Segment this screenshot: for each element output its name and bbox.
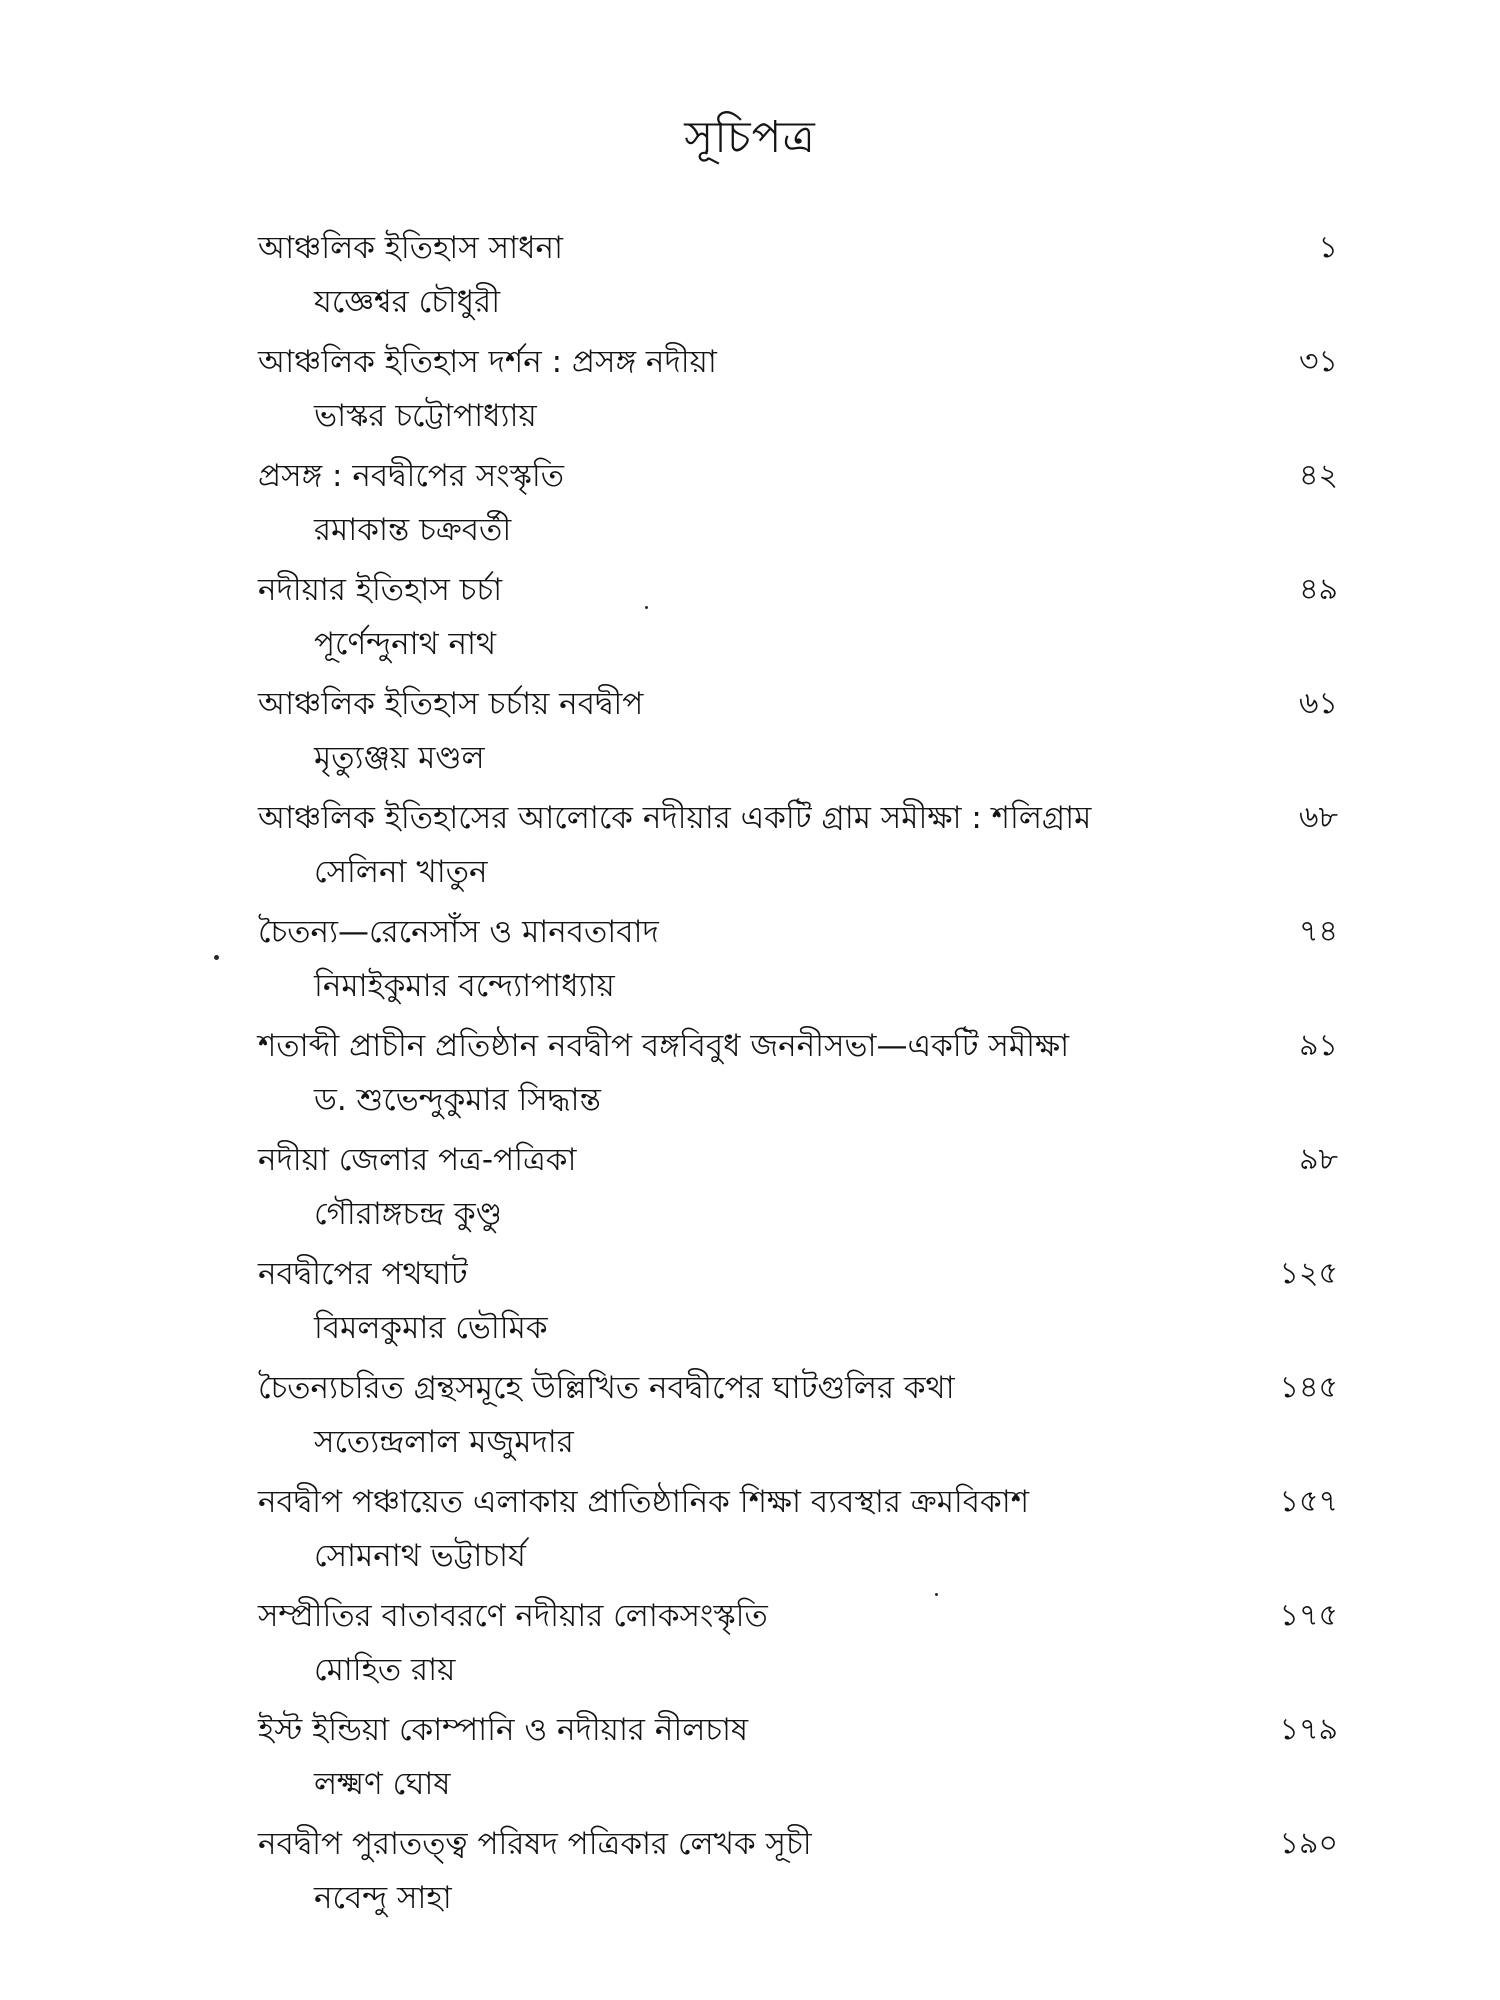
- entry-page-number: ১৭৫: [1279, 1598, 1338, 1633]
- entry-page-number: ৪৯: [1299, 572, 1338, 607]
- entry-page-number: ১৯০: [1279, 1826, 1338, 1861]
- entry-title: নবদ্বীপ পুরাতত্ত্ব পরিষদ পত্রিকার লেখক সূচী: [258, 1826, 812, 1862]
- toc-entry: [258, 1476, 1338, 1590]
- page-title: সূচিপত্র: [684, 112, 816, 163]
- entry-title: নদীয়ার ইতিহাস চর্চা: [258, 572, 503, 608]
- entry-page-number: ৯১: [1299, 1028, 1338, 1063]
- entry-page-number: ১২৫: [1279, 1256, 1338, 1291]
- entry-title: নদীয়া জেলার পত্র-পত্রিকা: [258, 1142, 577, 1178]
- entry-title: আঞ্চলিক ইতিহাস সাধনা: [258, 230, 563, 266]
- toc-entry: [258, 1248, 1338, 1362]
- entry-title: প্রসঙ্গ : নবদ্বীপের সংস্কৃতি: [258, 458, 565, 494]
- entry-author: লক্ষ্মণ ঘোষ: [314, 1766, 451, 1802]
- entry-author: ড. শুভেন্দুকুমার সিদ্ধান্ত: [314, 1082, 601, 1118]
- entry-author: ভাস্কর চট্টোপাধ্যায়: [314, 398, 537, 434]
- entry-page-number: ৭৪: [1299, 914, 1338, 949]
- entry-title: নবদ্বীপ পঞ্চায়েত এলাকায় প্রাতিষ্ঠানিক শিক্ষা ব্যবস্থার ক্রমবিকাশ: [258, 1484, 1030, 1520]
- entry-author: মোহিত রায়: [314, 1652, 456, 1688]
- entry-author: মৃত্যুঞ্জয় মণ্ডল: [314, 740, 485, 776]
- entry-page-number: ১৭৯: [1279, 1712, 1338, 1747]
- toc-entry: [258, 906, 1338, 1020]
- toc-entry: [258, 1134, 1338, 1248]
- entry-page-number: ৬৮: [1299, 800, 1338, 835]
- entry-page-number: ৪২: [1299, 458, 1338, 493]
- entry-title: সম্প্রীতির বাতাবরণে নদীয়ার লোকসংস্কৃতি: [258, 1598, 768, 1634]
- entry-title: আঞ্চলিক ইতিহাসের আলোকে নদীয়ার একটি গ্রাম সমীক্ষা : শলিগ্রাম: [258, 800, 1092, 836]
- scan-speck: [645, 606, 648, 609]
- entry-title: চৈতন্য—রেনেসাঁস ও মানবতাবাদ: [258, 914, 659, 950]
- entry-page-number: ১৫৭: [1279, 1484, 1338, 1519]
- entry-title: চৈতন্যচরিত গ্রন্থসমূহে উল্লিখিত নবদ্বীপের ঘাটগুলির কথা: [258, 1370, 955, 1406]
- entry-author: সেলিনা খাতুন: [314, 854, 488, 890]
- entry-page-number: ১৪৫: [1279, 1370, 1338, 1405]
- toc-entry: [258, 1590, 1338, 1704]
- scan-speck: [935, 1593, 938, 1596]
- entry-author: বিমলকুমার ভৌমিক: [314, 1310, 548, 1346]
- entry-title: আঞ্চলিক ইতিহাস দর্শন : প্রসঙ্গ নদীয়া: [258, 344, 717, 380]
- entry-title: আঞ্চলিক ইতিহাস চর্চায় নবদ্বীপ: [258, 686, 644, 722]
- entry-page-number: ৬১: [1299, 686, 1338, 721]
- entry-author: পূর্ণেন্দুনাথ নাথ: [314, 626, 497, 662]
- toc-entry: [258, 678, 1338, 792]
- entry-author: সোমনাথ ভট্টাচার্য: [314, 1538, 526, 1574]
- entry-author: রমাকান্ত চক্রবর্তী: [314, 512, 512, 548]
- entry-page-number: ৩১: [1299, 344, 1338, 379]
- toc-entry: [258, 450, 1338, 564]
- toc-entry: [258, 222, 1338, 336]
- entry-author: নিমাইকুমার বন্দ্যোপাধ্যায়: [314, 968, 615, 1004]
- entry-title: শতাব্দী প্রাচীন প্রতিষ্ঠান নবদ্বীপ বঙ্গবিবুধ জননীসভা—একটি সমীক্ষা: [258, 1028, 1070, 1064]
- toc-entry: [258, 1818, 1338, 1932]
- entry-author: সত্যেন্দ্রলাল মজুমদার: [314, 1424, 574, 1460]
- entry-author: গৌরাঙ্গচন্দ্র কুণ্ডু: [314, 1196, 502, 1232]
- entry-title: নবদ্বীপের পথঘাট: [258, 1256, 468, 1292]
- toc-entry: [258, 1020, 1338, 1134]
- toc-entry: [258, 564, 1338, 678]
- entry-title: ইস্ট ইন্ডিয়া কোম্পানি ও নদীয়ার নীলচাষ: [258, 1712, 749, 1748]
- entry-author: নবেন্দু সাহা: [314, 1880, 452, 1916]
- scan-speck: [214, 955, 219, 960]
- entry-page-number: ৯৮: [1299, 1142, 1338, 1177]
- toc-entry: [258, 336, 1338, 450]
- toc-entry: [258, 1362, 1338, 1476]
- toc-entry: [258, 1704, 1338, 1818]
- entry-page-number: ১: [1318, 230, 1338, 265]
- toc-entry: [258, 792, 1338, 906]
- entry-author: যজ্ঞেশ্বর চৌধুরী: [314, 284, 501, 320]
- table-of-contents: [258, 222, 1338, 1932]
